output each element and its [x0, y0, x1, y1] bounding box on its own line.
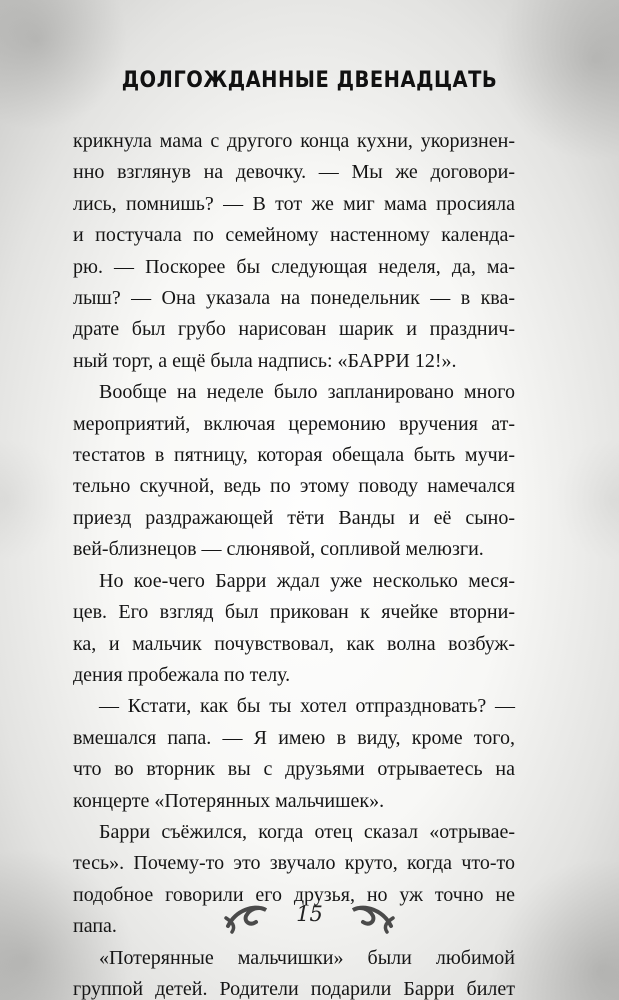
text-line: лыш? — Она указала на понедельник — в ква-: [73, 287, 515, 310]
body-text: [73, 126, 515, 1000]
text-line: концерте «Потерянных мальчишек».: [73, 789, 385, 812]
text-line: «Потерянные мальчишки» были любимой: [99, 946, 515, 969]
running-head: ДОЛГОЖДАННЫЕ ДВЕНАДЦАТЬ: [121, 66, 498, 93]
text-line: — Кстати, как бы ты хотел отпраздновать? —: [99, 695, 515, 718]
text-line: Вообще на неделе было запланировано много: [99, 381, 515, 404]
text-line: мероприятий, включая церемонию вручения ат-: [73, 412, 515, 435]
text-line: вмешался папа. — Я имею в виду, кроме того,: [73, 726, 515, 749]
text-line: лись, помнишь? — В тот же миг мама просияла: [73, 192, 515, 215]
text-line: Барри съёжился, когда отец сказал «отрывае-: [99, 820, 515, 843]
text-line: вей-близнецов — слюнявой, сопливой мелюзги.: [73, 538, 484, 561]
text-line: ка, и мальчик почувствовал, как волна возбуж-: [73, 632, 515, 655]
text-line: тесь». Почему-то это звучало круто, когда что-то: [73, 852, 515, 875]
text-line: цев. Его взгляд был прикован к ячейке вторни-: [73, 601, 515, 624]
text-line: подобное говорили его друзья, но уж точно не: [73, 883, 515, 906]
text-line: и постучала по семейному настенному календа-: [73, 224, 515, 247]
page-number: 15: [296, 902, 323, 926]
text-line: тельно скучной, ведь по этому поводу намечался: [73, 475, 515, 498]
text-line: что во вторник вы с друзьями отрываетесь на: [73, 758, 515, 781]
page-footer: [0, 896, 619, 936]
text-line: папа.: [73, 915, 117, 938]
text-line: приезд раздражающей тёти Ванды и её сыно-: [73, 506, 515, 529]
text-line: нно взглянув на девочку. — Мы же договори-: [73, 161, 515, 184]
text-line: Но кое-чего Барри ждал уже несколько меся-: [99, 569, 515, 592]
text-line: дения пробежала по телу.: [73, 663, 291, 686]
text-line: ный торт, а ещё была надпись: «БАРРИ 12!».: [73, 349, 457, 372]
text-line: тестатов в пятницу, которая обещала быть мучи-: [73, 444, 515, 467]
text-line: рю. — Поскорее бы следующая неделя, да, ма-: [73, 255, 515, 278]
text-line: группой детей. Родители подарили Барри билет: [73, 977, 515, 1000]
text-line: крикнула мама с другого конца кухни, укоризнен-: [73, 130, 515, 152]
text-line: драте был грубо нарисован шарик и празднич-: [73, 318, 515, 341]
